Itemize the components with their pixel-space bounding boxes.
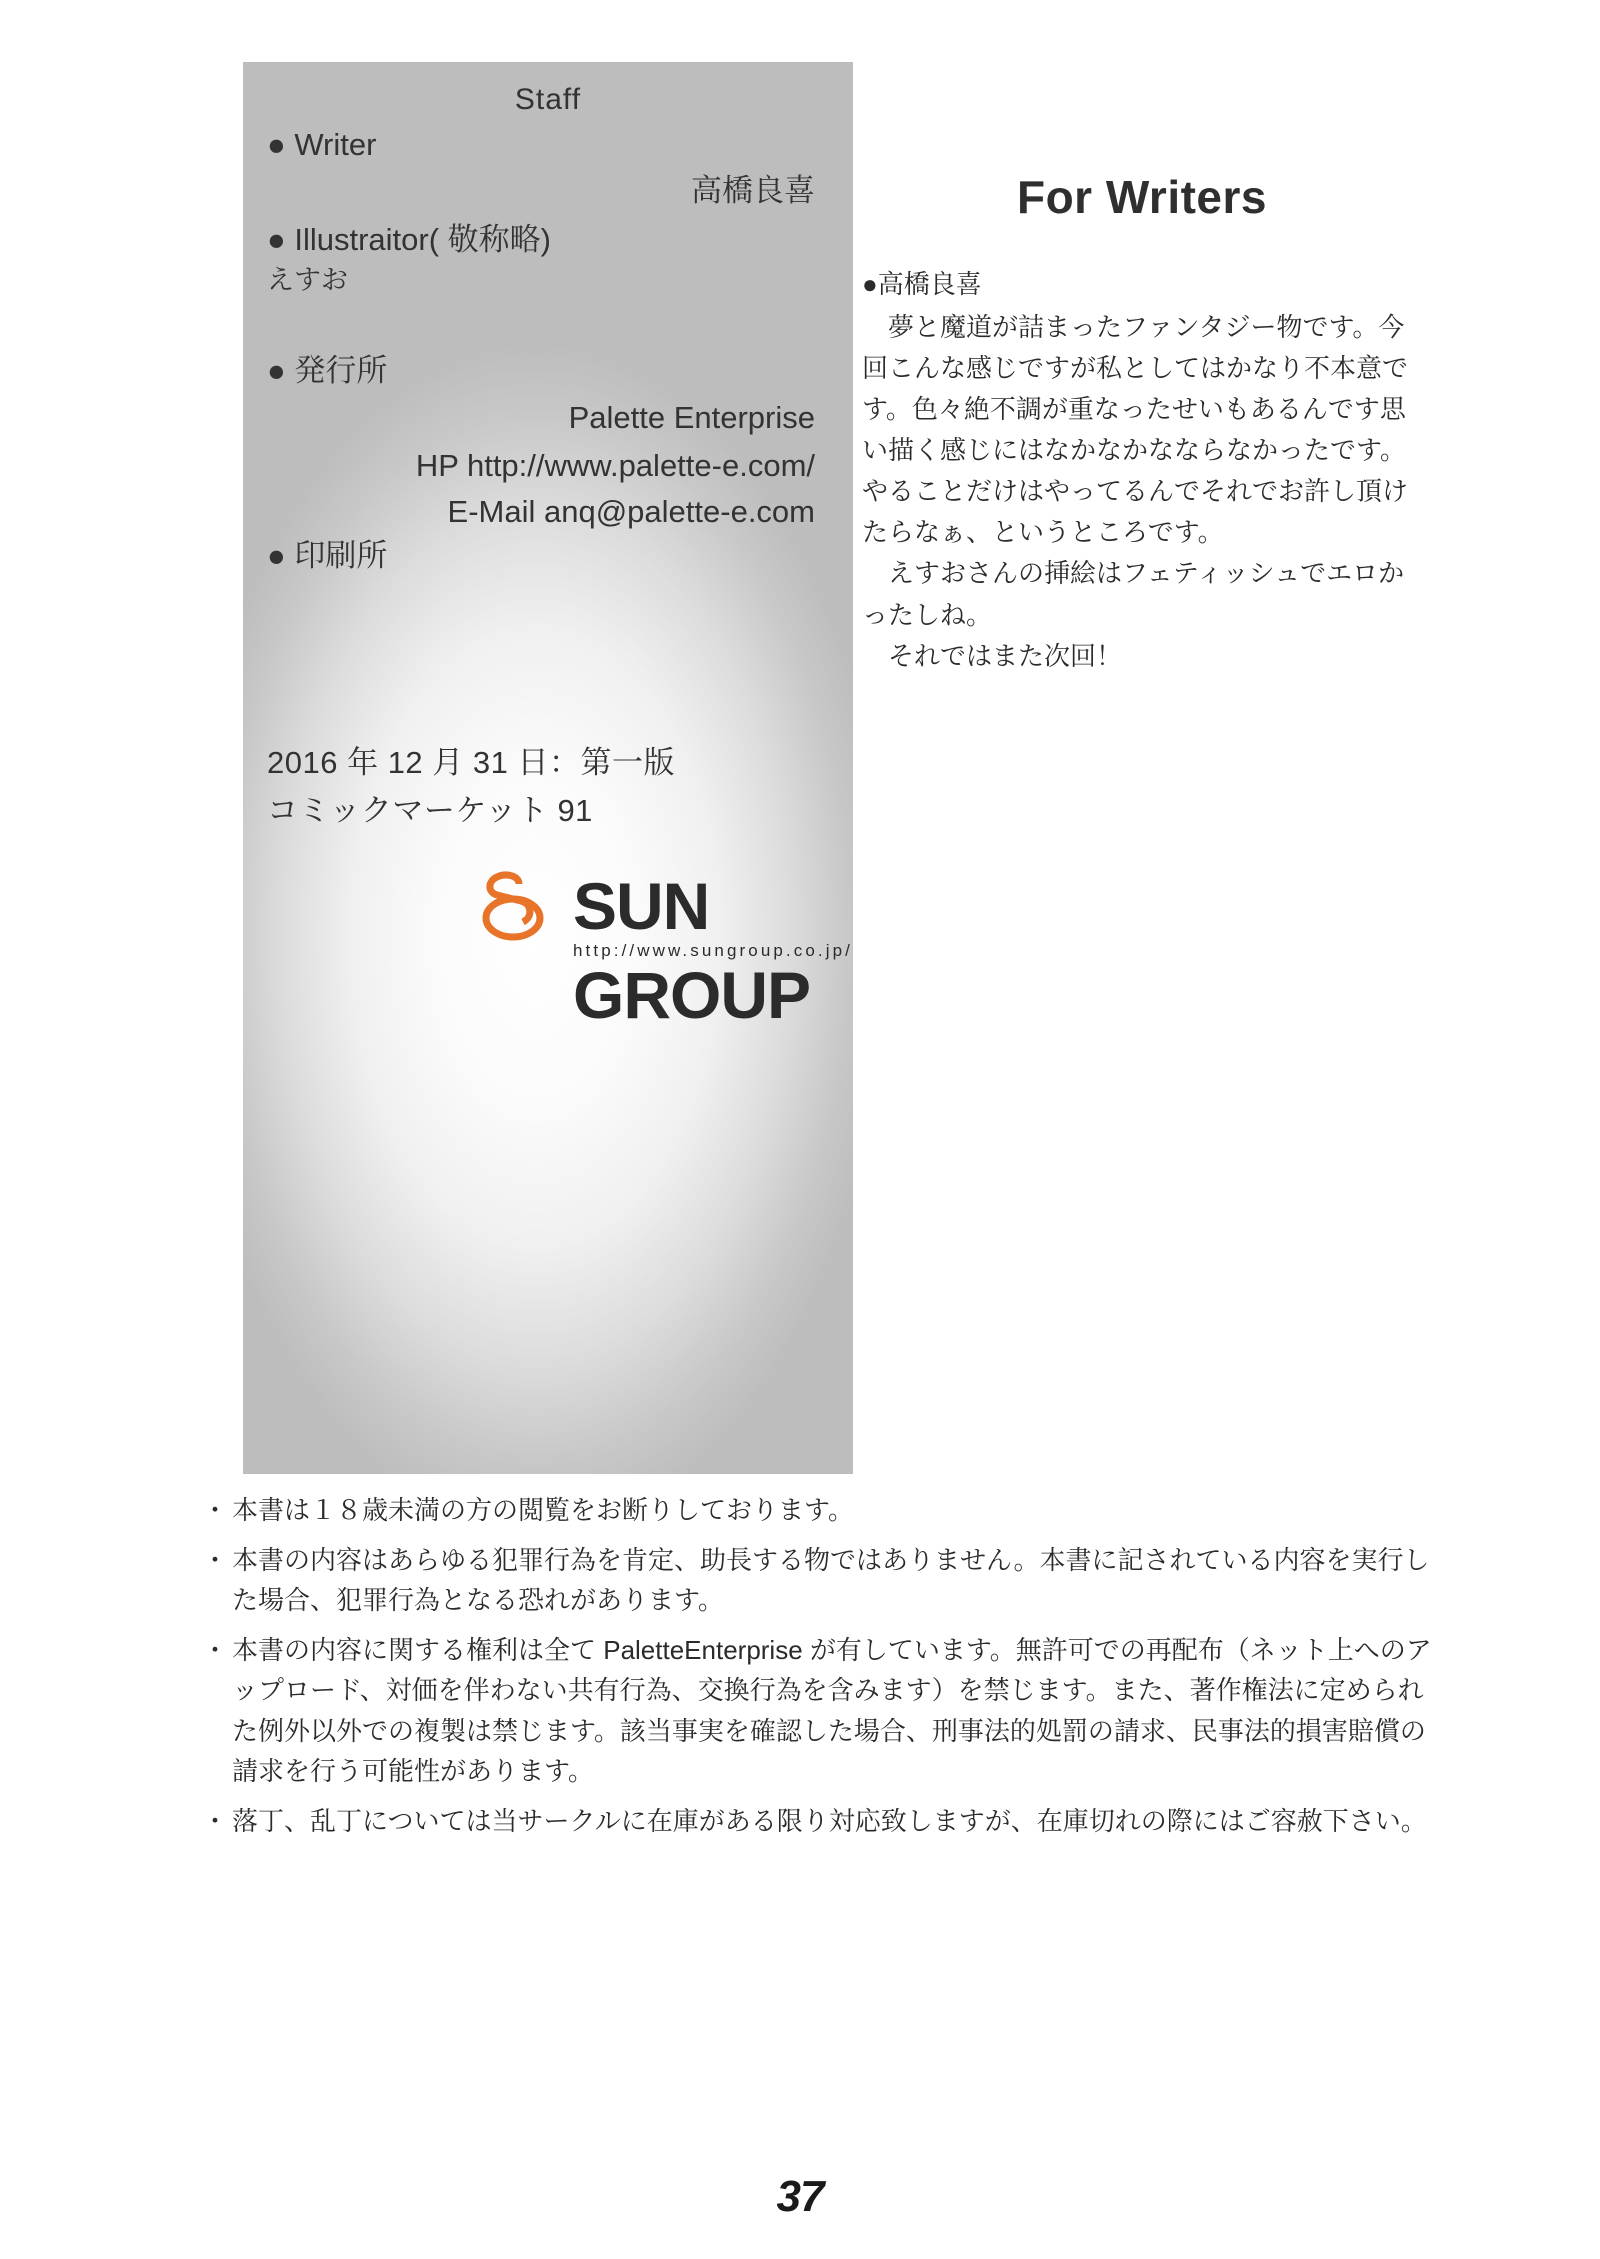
sun-group-wordmark: SUN GROUP	[573, 869, 811, 1033]
legal-notes-list	[198, 1490, 1448, 1850]
writer-label: ● Writer	[267, 127, 377, 162]
note-text: 本書の内容に関する権利は全て PaletteEnterprise が有しています。無許可での再配布（ネット上へのアップロード、対価を伴わない共有行為、交換行為を含みます）を禁じます。また、著作権法に定められた例外以外での複製は禁じます。該当事実を確認した場合、刑事法的処罰の請求、民事法的損害賠償の請求を行う可能性があります。	[232, 1634, 1432, 1787]
illustrator-label: ● Illustraitor( 敬称略)	[267, 222, 551, 257]
list-item	[198, 1540, 1448, 1621]
bullet-icon: ・	[201, 1495, 228, 1525]
for-writers-paragraph-2: えすおさんの挿絵はフェティッシュでエロかったしね。	[862, 558, 1405, 630]
list-item	[198, 1801, 1448, 1842]
publisher-label: ● 発行所	[267, 353, 388, 388]
note-text: 本書の内容はあらゆる犯罪行為を肯定、助長する物ではありません。本書に記されている内容を実行した場合、犯罪行為となる恐れがあります。	[232, 1544, 1430, 1616]
list-item	[198, 1630, 1448, 1792]
for-writers-paragraph-3: それではまた次回！	[888, 640, 1123, 671]
for-writers-section	[862, 170, 1422, 677]
bullet-icon: ・	[201, 1634, 228, 1665]
publication-date: 2016 年 12 月 31 日：第一版	[267, 745, 675, 780]
note-text: 本書は１８歳未満の方の閲覧をお断りしております。	[232, 1495, 854, 1525]
page-number: 37	[776, 2172, 824, 2221]
writer-value: 高橋良喜	[691, 173, 815, 208]
for-writers-paragraph-1: 夢と魔道が詰まったファンタジー物です。今回こんな感じですが私としてはかなり不本意です。色々絶不調が重なったせいもあるんです思い描く感じにはなかなかなならなかったです。やることだけはやってるんでそれでお許し頂けたらなぁ、というところです。	[862, 312, 1409, 548]
for-writers-title: For Writers	[1016, 171, 1268, 223]
list-item	[198, 1490, 1448, 1531]
illustrator-value: えすお	[267, 265, 348, 295]
sun-group-mark-icon	[475, 870, 559, 944]
bullet-icon: ・	[201, 1805, 228, 1836]
staff-info-block	[243, 62, 853, 1474]
staff-panel	[243, 62, 853, 1474]
sun-group-logo	[243, 862, 853, 1033]
sun-group-url: http://www.sungroup.co.jp/	[573, 941, 853, 960]
homepage-value: HP http://www.palette-e.com/	[415, 448, 815, 483]
event-name: コミックマーケット 91	[267, 793, 593, 828]
email-value: E-Mail anq@palette-e.com	[447, 494, 815, 529]
for-writers-author: ●高橋良喜	[862, 269, 982, 299]
bullet-icon: ・	[201, 1544, 228, 1575]
staff-heading: Staff	[514, 83, 582, 116]
printer-label: ● 印刷所	[267, 538, 388, 573]
note-text: 落丁、乱丁については当サークルに在庫がある限り対応致しますが、在庫切れの際にはご容赦下さい。	[232, 1805, 1427, 1836]
publisher-value: Palette Enterprise	[568, 400, 815, 435]
